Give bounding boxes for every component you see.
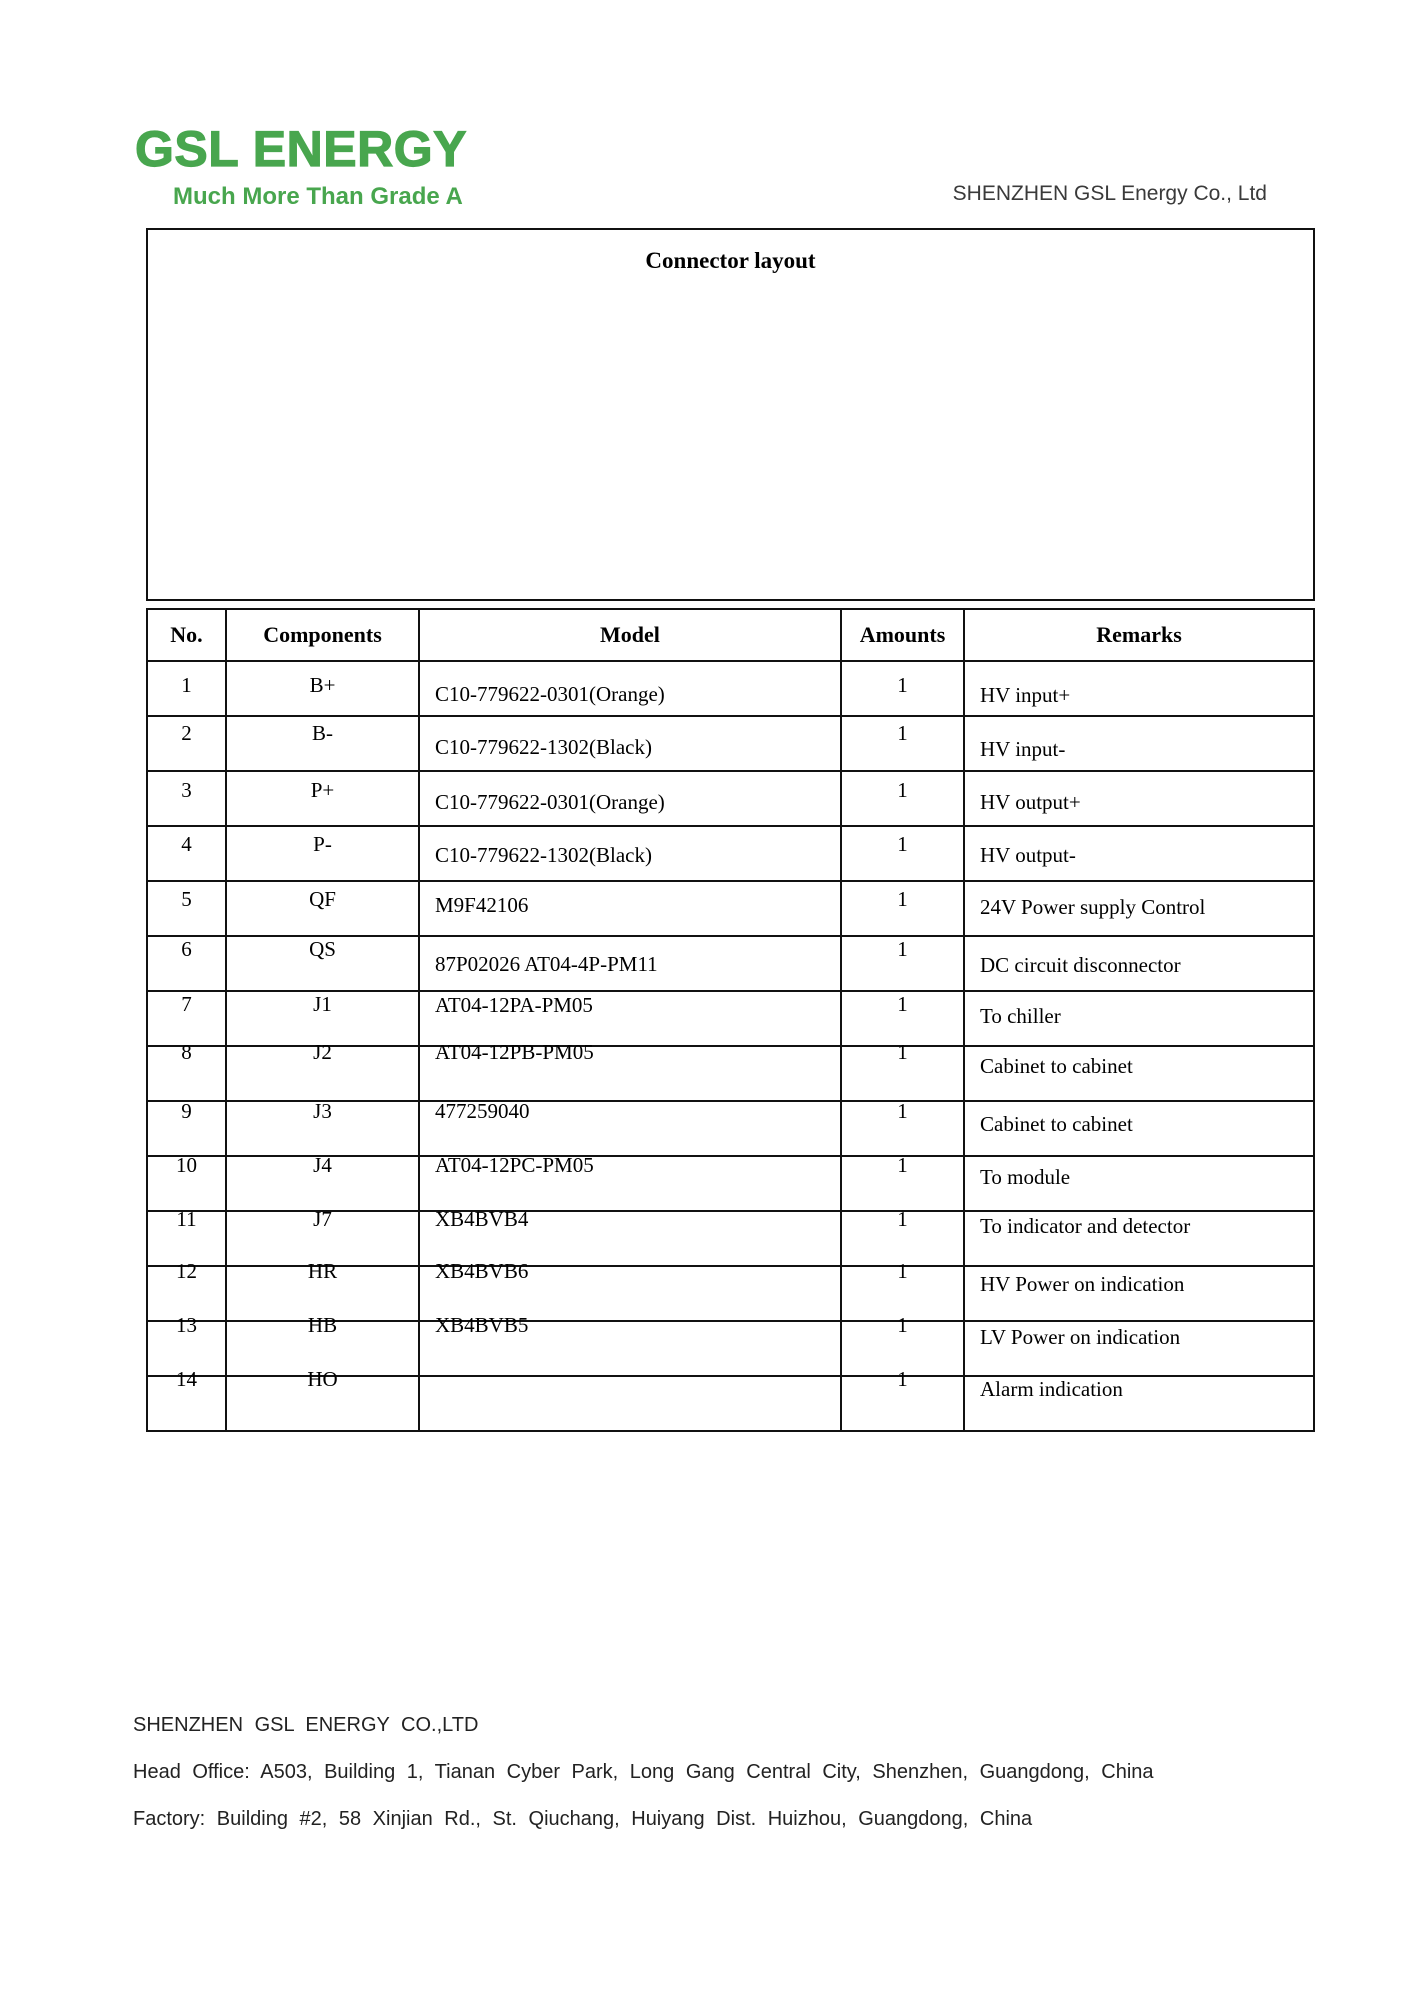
cell-component	[227, 1367, 420, 1430]
table-row	[148, 660, 1313, 715]
cell-no-value: 13	[176, 1313, 197, 1337]
cell-model-value: C10-779622-0301(Orange)	[435, 790, 665, 814]
cell-remarks	[965, 1322, 1313, 1375]
cell-amount	[842, 827, 965, 880]
cell-remarks-value: HV Power on indication	[980, 1272, 1185, 1296]
cell-amount	[842, 1207, 965, 1265]
table-row	[148, 715, 1313, 770]
footer-factory: Factory: Building #2, 58 Xinjian Rd., St. Qiuchang, Huiyang Dist. Huizhou, Guangdong, China	[133, 1808, 1033, 1830]
table-row	[148, 1100, 1313, 1155]
cell-remarks-value: HV output+	[980, 790, 1081, 814]
cell-no	[148, 772, 227, 825]
cell-model-value: XB4BVB6	[435, 1259, 529, 1283]
cell-no	[148, 1099, 227, 1155]
cell-model	[420, 772, 842, 825]
cell-component	[227, 827, 420, 880]
cell-no-value: 4	[181, 832, 192, 856]
cell-model-value: AT04-12PA-PM05	[435, 993, 593, 1017]
cell-component-value: P-	[313, 832, 332, 856]
cell-remarks	[965, 662, 1313, 715]
cell-no	[148, 827, 227, 880]
cell-model	[420, 882, 842, 935]
cell-remarks	[965, 1102, 1313, 1155]
cell-model	[420, 662, 842, 715]
table-row	[148, 1367, 1313, 1430]
footer-company: SHENZHEN GSL ENERGY CO.,LTD	[133, 1714, 479, 1736]
cell-remarks	[965, 717, 1313, 770]
cell-model	[420, 1099, 842, 1155]
cell-model-value: 87P02026 AT04-4P-PM11	[435, 952, 658, 976]
cell-component-value: J3	[313, 1099, 332, 1123]
cell-amount	[842, 1099, 965, 1155]
cell-model-value: XB4BVB4	[435, 1207, 529, 1231]
cell-component	[227, 1207, 420, 1265]
cell-remarks-value: To chiller	[980, 1004, 1061, 1028]
cell-component	[227, 1040, 420, 1100]
cell-remarks-value: DC circuit disconnector	[980, 953, 1181, 977]
cell-amount-value: 1	[897, 937, 908, 961]
logo-text: GSL ENERGY	[135, 121, 467, 177]
cell-remarks	[965, 992, 1313, 1045]
cell-amount-value: 1	[897, 1313, 908, 1337]
table-body	[148, 660, 1313, 1430]
cell-component	[227, 937, 420, 990]
cell-model	[420, 717, 842, 770]
cell-remarks-value: Cabinet to cabinet	[980, 1054, 1133, 1078]
cell-amount	[842, 1367, 965, 1430]
cell-remarks	[965, 1377, 1313, 1430]
cell-amount	[842, 937, 965, 990]
cell-no	[148, 1040, 227, 1100]
cell-component-value: J4	[313, 1153, 332, 1177]
cell-amount	[842, 1153, 965, 1210]
cell-no	[148, 662, 227, 715]
table-row	[148, 1259, 1313, 1320]
cell-component	[227, 662, 420, 715]
cell-component	[227, 882, 420, 935]
cell-remarks-value: LV Power on indication	[980, 1325, 1181, 1349]
cell-model-value: C10-779622-1302(Black)	[435, 735, 652, 759]
cell-remarks-value: Alarm indication	[980, 1377, 1123, 1401]
cell-no	[148, 717, 227, 770]
header-cell-components: Components	[227, 610, 420, 660]
cell-amount-value: 1	[897, 992, 908, 1016]
cell-model	[420, 937, 842, 990]
cell-component-value: J7	[313, 1207, 332, 1231]
cell-amount-value: 1	[897, 778, 908, 802]
cell-no	[148, 1153, 227, 1210]
cell-component	[227, 992, 420, 1045]
cell-remarks	[965, 1212, 1313, 1265]
cell-component-value: P+	[310, 778, 335, 802]
cell-remarks-value: HV input+	[980, 683, 1071, 707]
cell-remarks-value: 24V Power supply Control	[980, 895, 1206, 919]
footer	[133, 1714, 1293, 1855]
cell-remarks-value: To indicator and detector	[980, 1214, 1191, 1238]
cell-remarks-value: HV input-	[980, 737, 1066, 761]
cell-remarks-value: To module	[980, 1165, 1071, 1189]
cell-component-value: J1	[313, 992, 332, 1016]
cell-no	[148, 882, 227, 935]
cell-amount-value: 1	[897, 832, 908, 856]
cell-component	[227, 772, 420, 825]
cell-remarks	[965, 1047, 1313, 1100]
cell-model	[420, 1377, 842, 1430]
cell-amount-value: 1	[897, 1099, 908, 1123]
cell-model	[420, 992, 842, 1045]
table-row	[148, 825, 1313, 880]
cell-no-value: 7	[181, 992, 192, 1016]
table-row	[148, 1040, 1313, 1100]
header-cell-model: Model	[420, 610, 842, 660]
cell-model-value: AT04-12PC-PM05	[435, 1153, 594, 1177]
logo-tagline: Much More Than Grade A	[173, 183, 463, 210]
cell-component-value: B+	[309, 673, 336, 697]
connector-layout-title: Connector layout	[645, 248, 816, 273]
cell-amount	[842, 992, 965, 1045]
cell-amount-value: 1	[897, 673, 908, 697]
cell-component-value: HO	[307, 1367, 338, 1391]
cell-component	[227, 717, 420, 770]
cell-no-value: 11	[176, 1207, 197, 1231]
cell-remarks	[965, 882, 1313, 935]
cell-no	[148, 1207, 227, 1265]
table-row	[148, 990, 1313, 1045]
cell-remarks	[965, 772, 1313, 825]
cell-remarks	[965, 937, 1313, 990]
footer-head-office: Head Office: A503, Building 1, Tianan Cyber Park, Long Gang Central City, Shenzhen, Guangdong, China	[133, 1761, 1154, 1783]
cell-model-value: C10-779622-0301(Orange)	[435, 682, 665, 706]
header-cell-no: No.	[148, 610, 227, 660]
cell-component-value: HR	[307, 1259, 338, 1283]
cell-amount-value: 1	[897, 721, 908, 745]
cell-component-value: HB	[307, 1313, 338, 1337]
cell-amount-value: 1	[897, 1207, 908, 1231]
cell-no-value: 1	[181, 673, 192, 697]
cell-component-value: J2	[313, 1040, 332, 1064]
cell-amount-value: 1	[897, 1259, 908, 1283]
cell-model-value: XB4BVB5	[435, 1313, 529, 1337]
cell-remarks-value: HV output-	[980, 843, 1076, 867]
cell-remarks	[965, 1267, 1313, 1320]
table-row	[148, 1207, 1313, 1265]
cell-no-value: 6	[181, 937, 192, 961]
cell-amount	[842, 717, 965, 770]
table-row	[148, 770, 1313, 825]
cell-no	[148, 992, 227, 1045]
company-name-header: SHENZHEN GSL Energy Co., Ltd	[952, 182, 1267, 205]
cell-amount-value: 1	[897, 1040, 908, 1064]
cell-remarks	[965, 827, 1313, 880]
cell-no	[148, 937, 227, 990]
cell-remarks-value: Cabinet to cabinet	[980, 1112, 1133, 1136]
table-row	[148, 880, 1313, 935]
cell-no-value: 5	[181, 887, 192, 911]
cell-amount	[842, 1040, 965, 1100]
cell-model	[420, 1153, 842, 1210]
cell-model	[420, 1313, 842, 1375]
header-cell-remarks: Remarks	[1096, 622, 1182, 647]
table-header-row	[148, 610, 1313, 660]
table-row	[148, 1155, 1313, 1210]
cell-amount	[842, 882, 965, 935]
cell-no-value: 9	[181, 1099, 192, 1123]
connector-layout-box	[146, 228, 1315, 601]
cell-component-value: QS	[309, 937, 336, 961]
cell-model	[420, 1207, 842, 1265]
table-row	[148, 935, 1313, 990]
cell-no-value: 8	[181, 1040, 192, 1064]
cell-no	[148, 1367, 227, 1430]
cell-no-value: 10	[176, 1153, 197, 1177]
cell-no-value: 2	[181, 721, 192, 745]
cell-model-value: C10-779622-1302(Black)	[435, 843, 652, 867]
cell-no-value: 12	[176, 1259, 197, 1283]
cell-model-value: 477259040	[435, 1099, 530, 1123]
cell-no-value: 14	[176, 1367, 197, 1391]
cell-model-value: AT04-12PB-PM05	[435, 1040, 594, 1064]
cell-amount	[842, 772, 965, 825]
cell-model-value: M9F42106	[435, 893, 529, 917]
cell-amount-value: 1	[897, 1367, 908, 1391]
cell-component-value: B-	[312, 721, 333, 745]
cell-remarks	[965, 1157, 1313, 1210]
cell-amount	[842, 662, 965, 715]
cell-model	[420, 1040, 842, 1100]
header-cell-amounts: Amounts	[842, 610, 965, 660]
cell-component	[227, 1099, 420, 1155]
cell-component	[227, 1153, 420, 1210]
cell-no-value: 3	[181, 778, 192, 802]
cell-amount-value: 1	[897, 1153, 908, 1177]
cell-amount-value: 1	[897, 887, 908, 911]
cell-model	[420, 827, 842, 880]
cell-component-value: QF	[309, 887, 336, 911]
components-table	[146, 608, 1315, 1432]
